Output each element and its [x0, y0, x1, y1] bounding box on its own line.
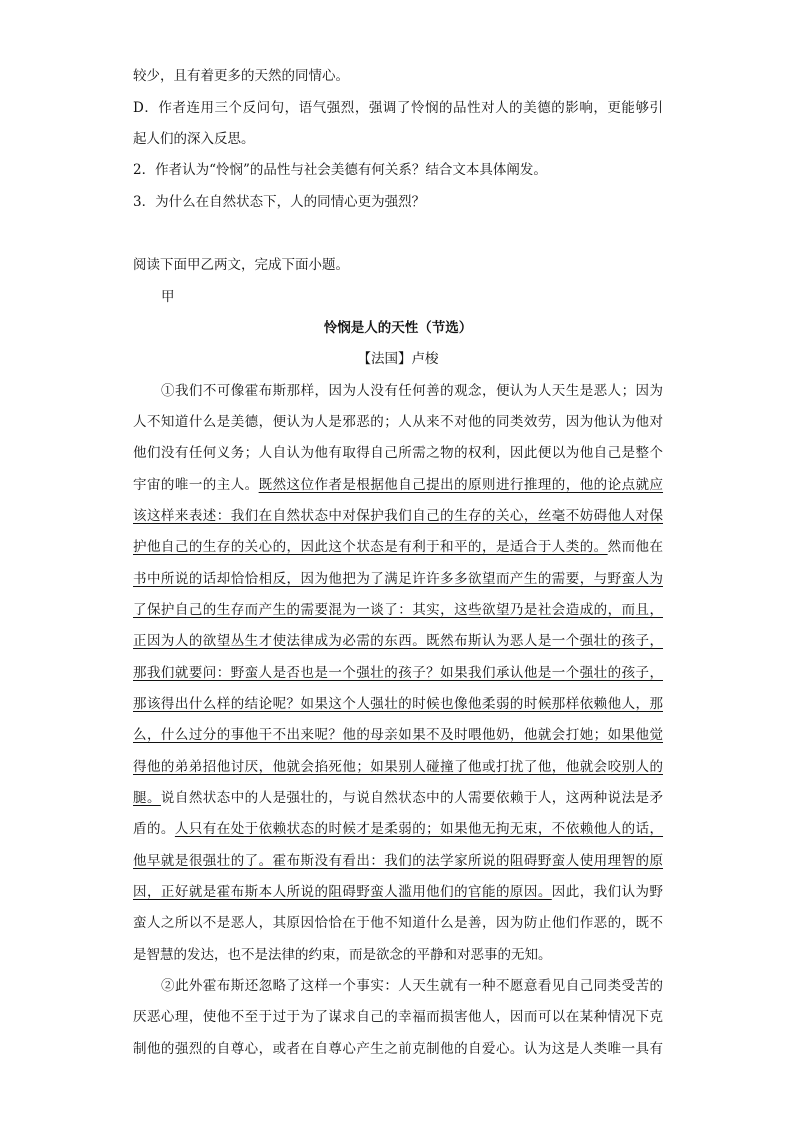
article-line-underlined: 该这样来表述：我们在自然状态中对保护我们自己的生存的关心，丝毫不妨碍他人对保 [133, 508, 663, 524]
underlined-text: 因，正好就是霍布斯本人所说的阻碍野蛮人滥用他们的官能的原因。 [133, 884, 552, 900]
article-line: 他们没有任何义务；人自认为他有取得自己所需之物的权利，因此便以为他自己是整个 [133, 445, 663, 461]
underlined-text: 他早就是很强壮的了。 [133, 853, 273, 869]
article-line-underlined: 了保护自己的生存而产生的需要混为一谈了：其实，这些欲望乃是社会造成的，而且， [133, 602, 663, 618]
option-c-tail: 较少，且有着更多的天然的同情心。 [133, 68, 349, 84]
article-text: 说自然状态中的人是强壮的，与说自然状态中的人需要依赖于人，这两种说法是矛 [160, 790, 664, 806]
underlined-text: 霍布斯没有看出：我们的法学家所说的阻碍野蛮人使用理智的原 [272, 853, 664, 869]
article-line: 人不知道什么是美德，便认为人是邪恶的；人从来不对他的同类效劳，因为他认为他对 [133, 414, 663, 430]
underlined-text: 人只有在处于依赖状态的时候才是柔弱的；如果他无拘无束，不依赖他人的话， [174, 821, 664, 837]
article-line-underlined: 得他的弟弟招他讨厌，他就会掐死他；如果别人碰撞了他或打扰了他，他就会咬别人的 [133, 759, 663, 775]
article-line: ②此外霍布斯还忽略了这样一个事实：人天生就有一种不愿意看见自己同类受苦的 [161, 978, 663, 994]
article-author: 【法国】卢梭 [357, 351, 439, 367]
article-line [133, 819, 663, 839]
question-3: 3．为什么在自然状态下，人的同情心更为强烈？ [133, 194, 426, 210]
article-line [133, 851, 663, 871]
article-line: 制他的强烈的自尊心，或者在自尊心产生之前克制他的自爱心。认为这是人类唯一具有 [133, 1041, 663, 1057]
underlined-text: 腿。 [133, 790, 161, 806]
passage-label: 甲 [161, 289, 175, 305]
article-line-underlined: 那该得出什么样的结论呢？如果这个人强壮的时候也像他柔弱的时候那样依赖他人，那 [133, 696, 663, 712]
reading-instruction: 阅读下面甲乙两文，完成下面小题。 [133, 257, 349, 273]
article-line-underlined: 书中所说的话却恰恰相反，因为他把为了满足许许多多欲望而产生的需要，与野蛮人为 [133, 571, 663, 587]
article-line-underlined: 那我们就要问：野蛮人是否也是一个强壮的孩子？如果我们承认他是一个强壮的孩子， [133, 665, 663, 681]
article-line [133, 631, 663, 651]
article-line [133, 475, 663, 495]
article-line: 是智慧的发达，也不是法律的约束，而是欲念的平静和对恶事的无知。 [133, 947, 552, 963]
underlined-text: 既然这位作者是根据他自己提出的原则进行推理的，他的论点就应 [258, 477, 664, 493]
article-text: 盾的。 [133, 821, 175, 837]
underlined-text: 正因为人的欲望丛生才使法律成为必需的东西。 [133, 633, 427, 649]
article-line-underlined: 么，什么过分的事他干不出来呢？他的母亲如果不及时喂他奶，他就会打她；如果他觉 [133, 727, 663, 743]
article-text: 宇宙的唯一的主人。 [133, 477, 259, 493]
article-line: 厌恶心理，使他不至于过于为了谋求自己的幸福而损害他人，因而可以在某种情况下克 [133, 1009, 663, 1025]
option-d-line-1: D．作者连用三个反问句，语气强烈，强调了怜悯的品性对人的美德的影响，更能够引 [133, 100, 663, 116]
underlined-text: 护他自己的生存的关心的，因此这个状态是有利于和平的，是适合于人类的。 [133, 539, 608, 555]
article-title: 怜悯是人的天性（节选） [323, 320, 473, 336]
article-line: 蛮人之所以不是恶人，其原因恰恰在于他不知道什么是善，因为防止他们作恶的，既不 [133, 915, 663, 931]
article-line [133, 882, 663, 902]
article-line: ①我们不可像霍布斯那样，因为人没有任何善的观念，便认为人天生是恶人；因为 [161, 383, 663, 399]
article-line [133, 788, 663, 808]
option-d-line-2: 起人们的深入反思。 [133, 131, 255, 147]
article-text: 然而他在 [607, 539, 664, 555]
underlined-text: 既然布斯认为恶人是一个强壮的孩子， [426, 633, 664, 649]
article-text: 因此，我们认为野 [551, 884, 664, 900]
question-2: 2．作者认为“怜悯”的品性与社会美德有何关系？结合文本具体阐发。 [133, 162, 547, 178]
article-line [133, 537, 663, 557]
